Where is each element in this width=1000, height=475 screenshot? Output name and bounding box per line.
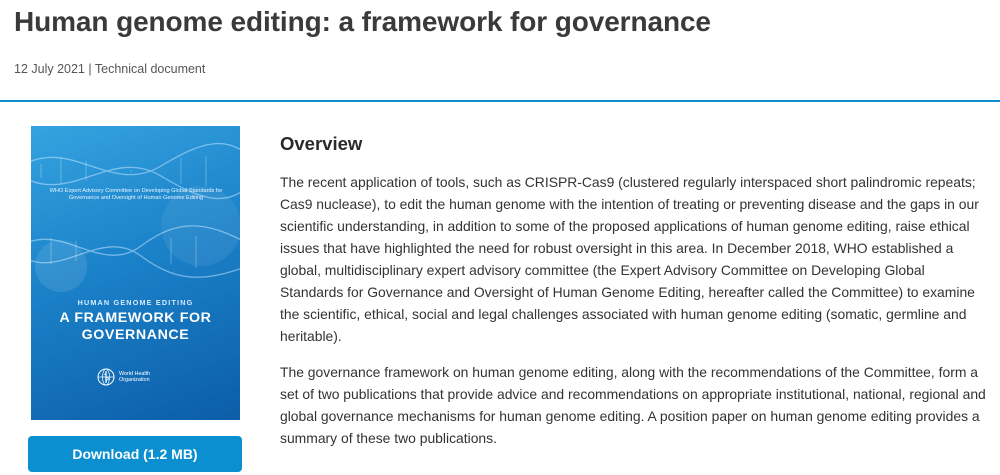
document-type: Technical document	[94, 62, 206, 76]
who-logo	[97, 368, 159, 386]
page-title: Human genome editing: a framework for governance	[14, 6, 711, 37]
meta-separator: |	[88, 62, 92, 76]
publication-meta	[14, 62, 205, 76]
publication-date: 12 July 2021	[14, 62, 85, 76]
overview-paragraph-1: The recent application of tools, such as CRISPR-Cas9 (clustered regularly interspaced short palindromic repeats; Cas9 nuclease), to edit the human genome with the intention of treating or preventing disease and the gaps in our scientific understanding, in addition to some of the proposed applications of human genome editing, raise ethical issues that have highlighted the need for robust oversight in this area. In December 2018, WHO established a global, multidisciplinary expert advisory committee (the Expert Advisory Committee on Developing Global Standards for Governance and Oversight of Human Genome Editing, hereafter called the Committee) to examine the scientific, ethical, social and legal challenges associated with human genome editing (somatic, germline and heritable).	[280, 174, 979, 344]
header-divider	[0, 100, 1000, 102]
document-cover-image[interactable]	[31, 126, 240, 420]
who-logo-text	[119, 371, 159, 383]
cover-committee-text: WHO Expert Advisory Committee on Developing Global Standards for Governance and Oversight of Human Genome Editing	[49, 188, 223, 202]
download-button[interactable]: Download (1.2 MB)	[28, 436, 242, 472]
overview-section	[280, 126, 990, 463]
overview-heading: Overview	[280, 133, 363, 154]
cover-title-line2: GOVERNANCE	[81, 327, 190, 343]
who-emblem-icon	[97, 368, 115, 386]
who-logo-line2: Organization	[119, 377, 150, 383]
who-logo-line1: World Health	[119, 370, 151, 377]
overview-paragraph-2: The governance framework on human genome editing, along with the recommendations of the Committee, form a set of two publications that provide advice and recommendations on appropriate institutional, national, regional and global governance mechanisms for human genome editing. A position paper on human genome editing provides a summary of these two publications.	[280, 364, 986, 446]
cover-title-line1: A FRAMEWORK FOR	[59, 310, 212, 326]
cover-title	[31, 310, 240, 344]
cover-subtitle: HUMAN GENOME EDITING	[77, 298, 194, 307]
